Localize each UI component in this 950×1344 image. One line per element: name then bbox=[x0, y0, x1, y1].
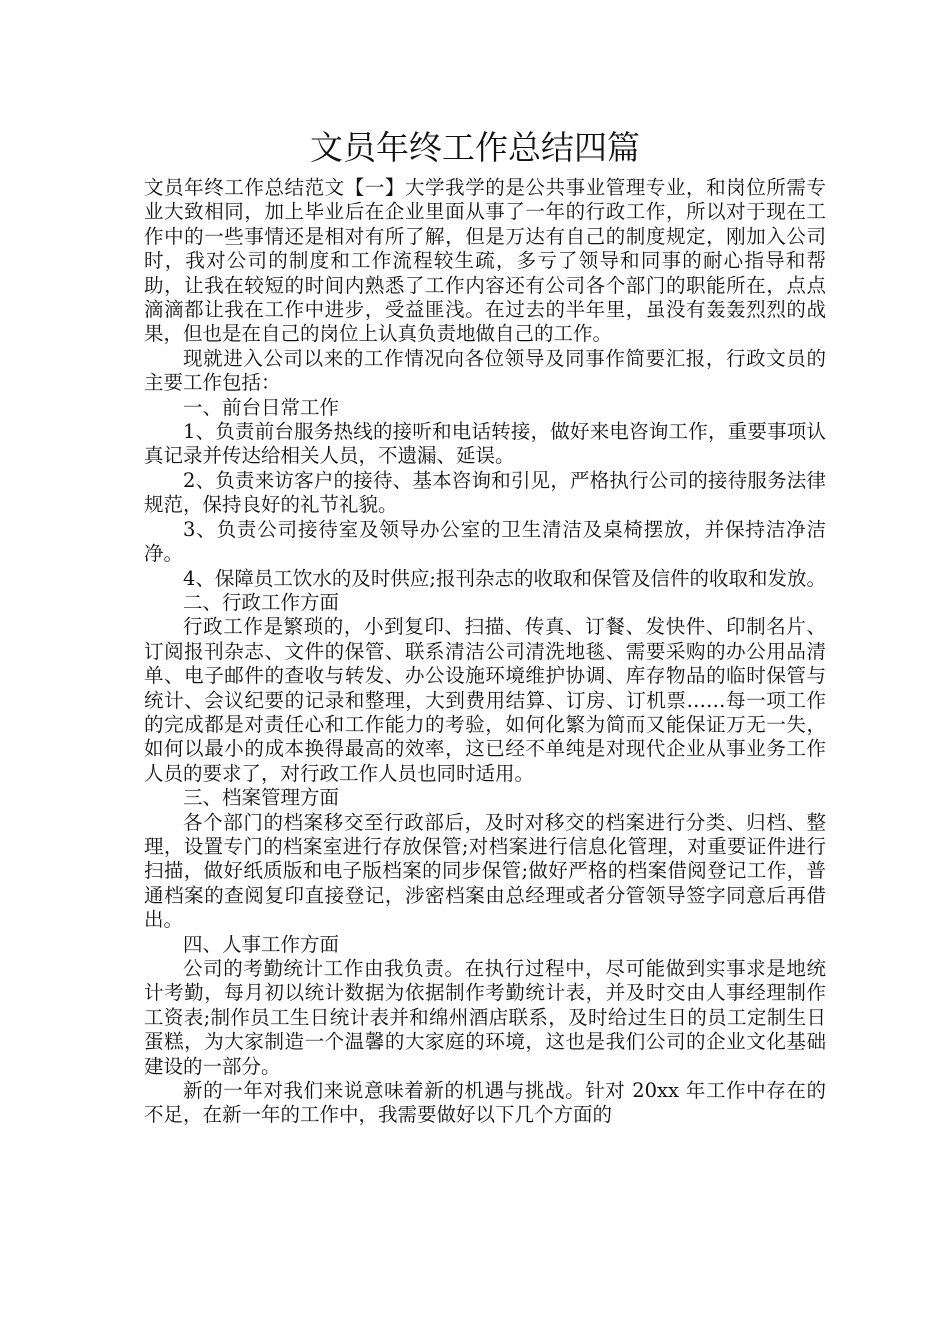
report-intro-paragraph: 现就进入公司以来的工作情况向各位领导及同事作简要汇报，行政文员的主要工作包括： bbox=[144, 346, 826, 395]
list-item-1: 1、负责前台服务热线的接听和电话转接，做好来电咨询工作，重要事项认真记录并传达给相关人员，不遗漏、延误。 bbox=[144, 420, 826, 468]
section-heading-hr: 四、人事工作方面 bbox=[183, 932, 340, 956]
admin-paragraph: 行政工作是繁琐的，小到复印、扫描、传真、订餐、发快件、印制名片、订阅报刊杂志、文件的保管、联系清洁公司清洗地毯、需要采购的办公用品清单、电子邮件的查收与转发、办公设施环境维护协调、库存物品的临时保管与统计、会议纪要的记录和整理，大到费用结算、订房、订机票……每一项工作的完成都是对责任心和工作能力的考验，如何化繁为简而又能保证万无一失，如何以最小的成本换得最高的效率，这已经不单纯是对现代企业从事业务工作人员的要求了，对行政工作人员也同时适用。 bbox=[144, 615, 826, 785]
hr-paragraph: 公司的考勤统计工作由我负责。在执行过程中，尽可能做到实事求是地统计考勤，每月初以统计数据为依据制作考勤统计表，并及时交由人事经理制作工资表;制作员工生日统计表并和绵州酒店联系，及时给过生日的员工定制生日蛋糕，为大家制造一个温馨的大家庭的环境，这也是我们公司的企业文化基础建设的一部分。 bbox=[144, 957, 826, 1078]
list-item-2: 2、负责来访客户的接待、基本咨询和引见，严格执行公司的接待服务法律规范，保持良好的礼节礼貌。 bbox=[144, 468, 826, 517]
intro-paragraph: 文员年终工作总结范文【一】大学我学的是公共事业管理专业，和岗位所需专业大致相同，加上毕业后在企业里面从事了一年的行政工作，所以对于现在工作中的一些事情还是相对有所了解，但是万达有自己的制度规定，刚加入公司时，我对公司的制度和工作流程较生疏，多亏了领导和同事的耐心指导和帮助，让我在较短的时间内熟悉了工作内容还有公司各个部门的职能所在，点点滴滴都让我在工作中进步，受益匪浅。在过去的半年里，虽没有轰轰烈烈的战果，但也是在自己的岗位上认真负责地做自己的工作。 bbox=[144, 176, 826, 346]
archive-paragraph: 各个部门的档案移交至行政部后，及时对移交的档案进行分类、归档、整理，设置专门的档案室进行存放保管;对档案进行信息化管理，对重要证件进行扫描，做好纸质版和电子版档案的同步保管;做好严格的档案借阅登记工作，普通档案的查阅复印直接登记，涉密档案由总经理或者分管领导签字同意后再借出。 bbox=[144, 810, 826, 932]
document-body bbox=[144, 176, 826, 1128]
new-year-paragraph: 新的一年对我们来说意味着新的机遇与挑战。针对 20xx 年工作中存在的不足，在新一年的工作中，我需要做好以下几个方面的 bbox=[144, 1079, 826, 1127]
section-heading-archive: 三、档案管理方面 bbox=[183, 786, 340, 810]
document-title: 文员年终工作总结四篇 bbox=[310, 128, 640, 167]
list-item-3: 3、负责公司接待室及领导办公室的卫生清洁及桌椅摆放，并保持洁净洁净。 bbox=[144, 517, 826, 566]
section-heading-admin: 二、行政工作方面 bbox=[183, 590, 340, 614]
section-heading-front-desk: 一、前台日常工作 bbox=[183, 395, 340, 419]
list-item-4: 4、保障员工饮水的及时供应;报刊杂志的收取和保管及信件的收取和发放。 bbox=[183, 566, 826, 590]
